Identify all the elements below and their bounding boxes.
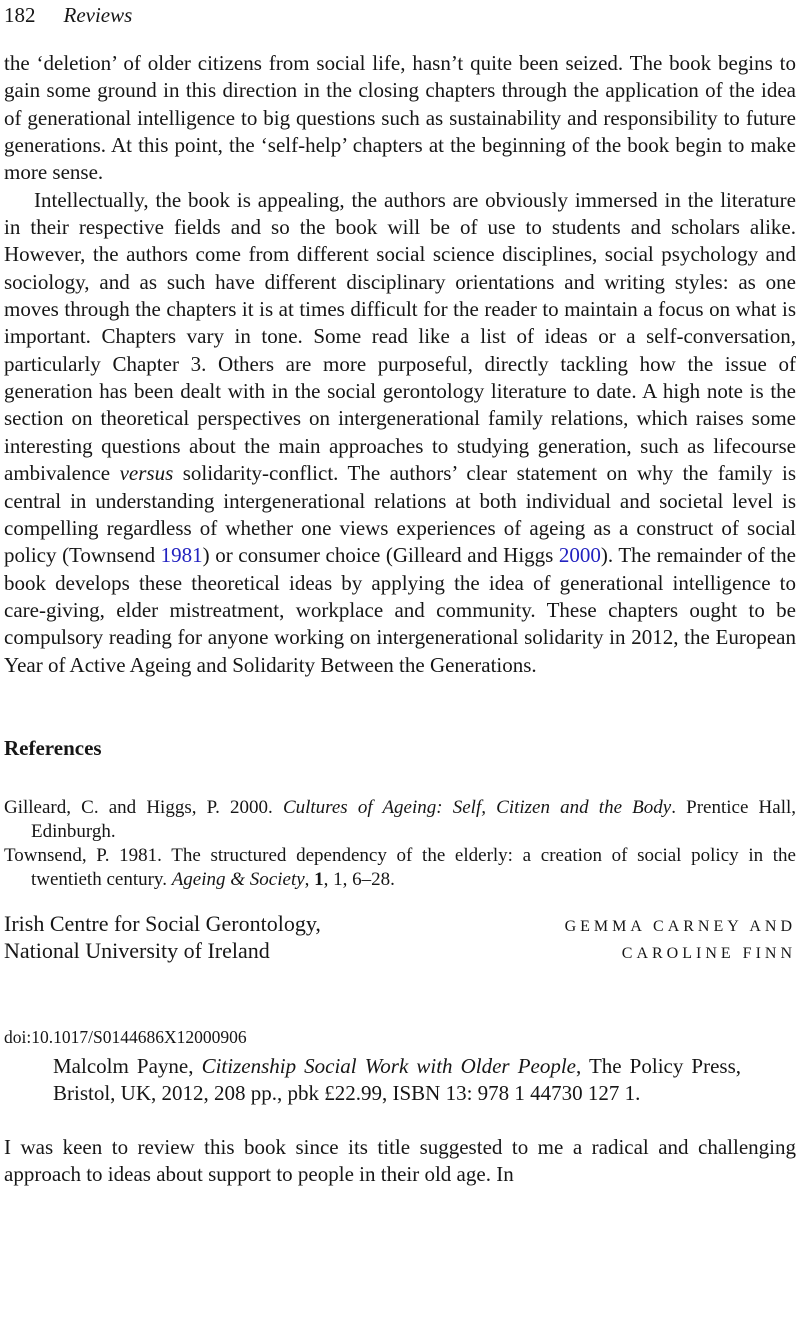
reference-entry-gilleard-higgs (4, 796, 796, 844)
text-segment: ). The remainder of the book develops these theoretical ideas by applying the idea of generational intelligence to care-giving, elder mistreatment, workplace and community. These chapters ought to be compulsory reading for anyone working on intergenerational solidarity in 2012, the European Year of Active Ageing and Solidarity Between the Generations. (4, 543, 796, 677)
text-segment: Malcolm Payne, (53, 1053, 202, 1078)
book-citation-heading (53, 1053, 741, 1108)
references-heading: References (4, 735, 102, 760)
text-segment-italic-versus: versus (119, 461, 174, 486)
text-segment: , 1, 6–28. (323, 868, 395, 890)
paragraph-continuation: the ‘deletion’ of older citizens from social life, hasn’t quite been seized. The book begins to gain some ground in this direction in the closing chapters through the application of the idea of generational intelligence to big questions such as sustainability and responsibility to future generations. At this point, the ‘self-help’ chapters at the beginning of the book begin to make more sense. (4, 51, 796, 185)
reference-book-title: Cultures of Ageing: Self, Citizen and the Body (282, 796, 672, 818)
reviewed-book-title: Citizenship Social Work with Older People (201, 1053, 576, 1078)
text-segment: , The Policy Press, Bristol, UK, 2012, 208 pp., pbk £22.99, ISBN 13: 978 1 44730 127 1. (53, 1053, 742, 1106)
running-header (4, 2, 796, 29)
signature-block (4, 910, 796, 968)
text-segment: ) or consumer choice (Gilleard and Higgs (202, 543, 559, 568)
text-segment: Townsend, P. 1981. The structured dependency of the elderly: a creation of social policy in the twentieth century. (4, 844, 796, 890)
text-segment: , (304, 868, 315, 890)
reference-journal-title: Ageing & Society (171, 868, 305, 890)
paragraph-assessment (4, 187, 796, 679)
text-segment: solidarity-conflict. The authors’ clear statement on why the family is central in understanding intergenerational relations at both individual and societal level is compelling regardless of whether one views experiences of ageing as a construct of social policy (Townsend (4, 461, 797, 568)
affiliation-line: Irish Centre for Social Gerontology, (4, 910, 321, 936)
next-review-opening-paragraph: I was keen to review this book since its title suggested to me a radical and challenging approach to ideas about support to people in their old age. In (4, 1134, 796, 1186)
author-name-line: GEMMA CARNEY AND (564, 917, 796, 935)
citation-link-gilleard-higgs-2000[interactable]: 2000 (558, 543, 601, 568)
reference-entry-townsend (4, 844, 796, 892)
citation-link-townsend-1981[interactable]: 1981 (160, 543, 203, 568)
running-head-title: Reviews (63, 3, 133, 27)
references-list (4, 796, 796, 892)
review-body (4, 50, 796, 679)
text-segment: Gilleard, C. and Higgs, P. 2000. (4, 796, 283, 818)
affiliation-line: National University of Ireland (4, 938, 270, 964)
page-number: 182 (4, 3, 36, 27)
reference-volume-number: 1 (314, 868, 324, 890)
text-segment: . Prentice Hall, Edinburgh. (31, 796, 797, 842)
text-segment: Intellectually, the book is appealing, the authors are obviously immersed in the literature in their respective fields and so the book will be of use to students and scholars alike. However, the authors come from different social science disciplines, social psychology and sociology, and as such have different disciplinary orientations and writing styles: as one moves through the chapters it is at times difficult for the reader to maintain a focus on what is important. Chapters vary in tone. Some read like a list of ideas or a self-conversation, particularly Chapter 3. Others are more purposeful, directly tackling how the issue of generation has been dealt with in the social gerontology literature to date. A high note is the section on theoretical perspectives on intergenerational family relations, which raises some interesting questions about the main approaches to studying generation, such as lifecourse ambivalence (4, 187, 796, 486)
author-affiliation (4, 910, 321, 965)
author-name-line: CAROLINE FINN (621, 945, 796, 963)
doi-line: doi:10.1017/S0144686X12000906 (4, 1026, 247, 1047)
author-names (565, 910, 796, 968)
